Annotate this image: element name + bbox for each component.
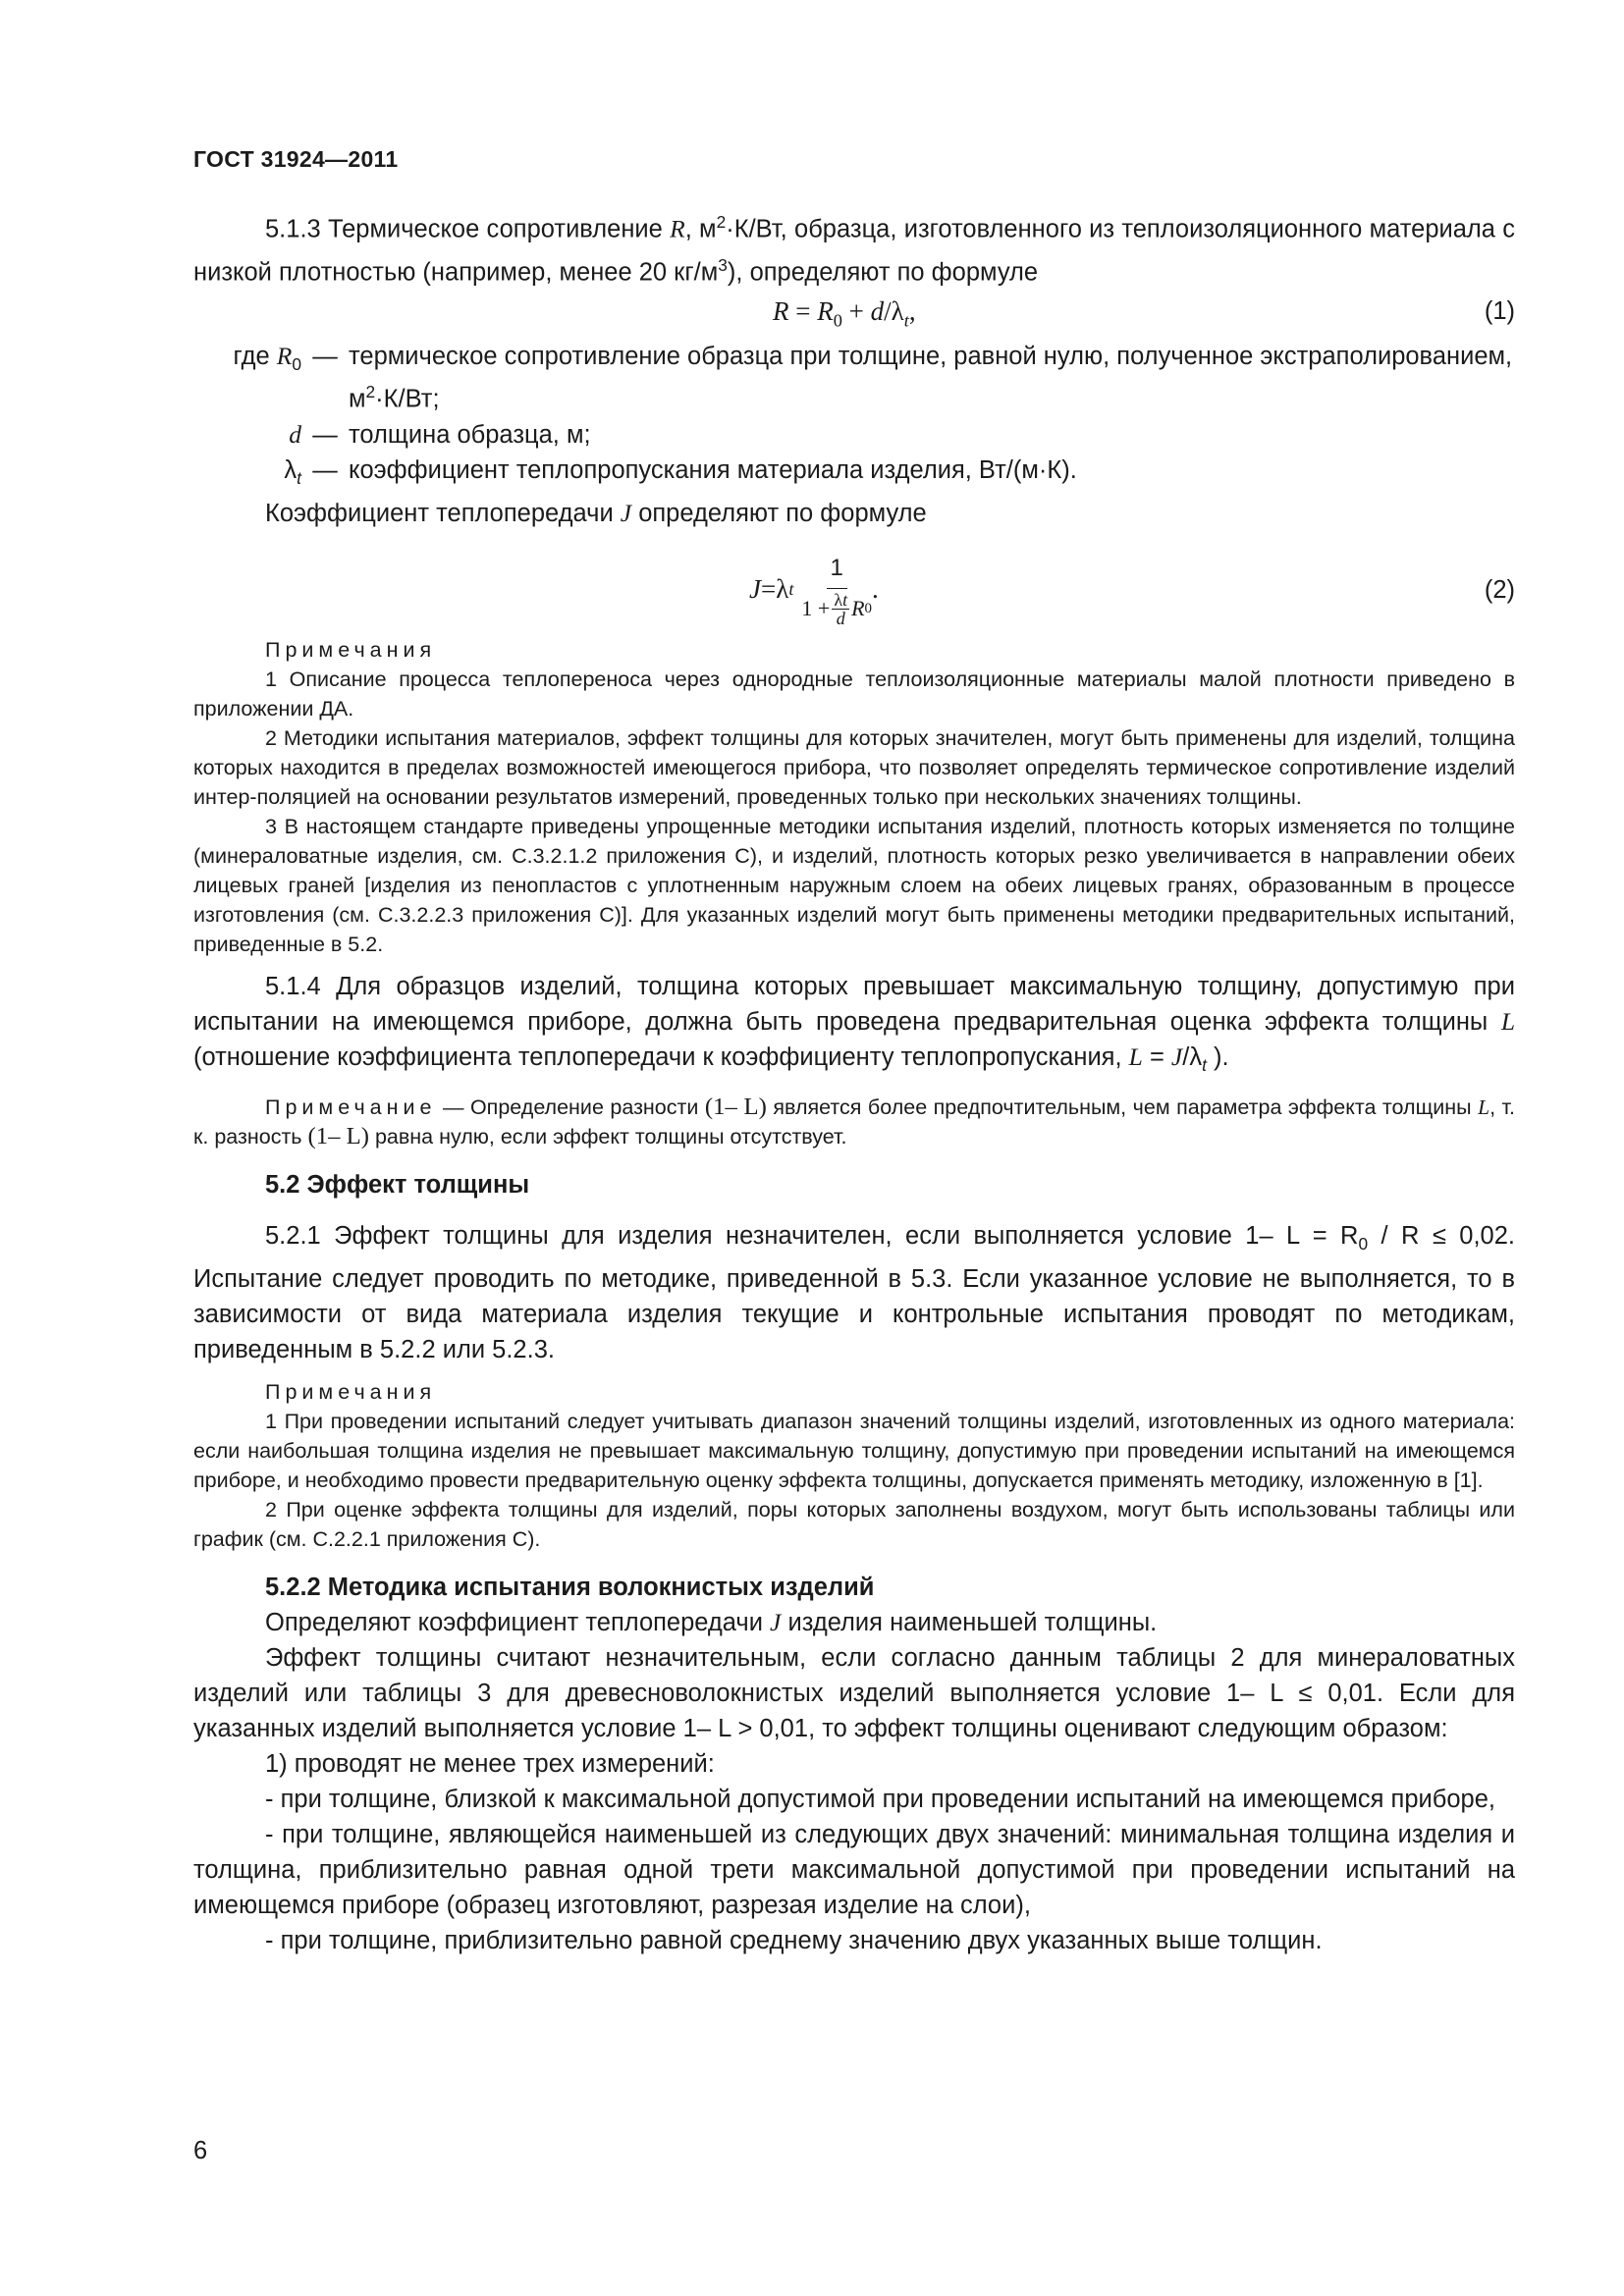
document-body (193, 204, 1515, 1958)
note-5-1-4: Примечание — Определение разности (1– L) является более предпочтительным, чем параметра эффекта толщины L, т. к. разность (1– L) равна нулю, если эффект толщины отсутствует. (193, 1093, 1515, 1149)
paragraph-5-1-4: 5.1.4 Для образцов изделий, толщина которых превышает максимальную толщину, допустимую при испытании на имеющемся приборе, должна быть проведена предварительная оценка эффекта толщины L (отношение коэффициента теплопередачи к коэффициенту теплопропускания, $L = J/\lambda_t$ ). (193, 972, 1515, 1075)
note-1: 1 Описание процесса теплопереноса через однородные теплоизоляционные материалы малой плотности приведено в приложении ДА. (193, 667, 1515, 721)
paragraph-5-2-2-2: Эффект толщины считают незначительным, если согласно данным таблицы 2 для минераловатных изделий или таблицы 3 для древесноволокнистых изделий выполняется условие 1– L ≤ 0,01. Если для указанных изделий выполняется условие 1– L > 0,01, то эффект толщины оценивают следующим образом: (193, 1643, 1515, 1742)
notes-block-2 (193, 1377, 1515, 1554)
note-2: 2 Методики испытания материалов, эффект толщины для которых значителен, могут быть применены для изделий, толщина которых находится в пределах возможностей имеющегося прибора, что позволяет определять термическое сопротивление изделий интер-поляцией на основании результатов измерений, проведенных только при нескольких значениях толщины. (193, 725, 1515, 809)
list-item-3: - при толщине, являющейся наименьшей из следующих двух значений: минимальная толщина изделия и толщина, приблизительно равная одной трети максимальной допустимой при проведении испытаний на имеющемся приборе (образец изготовляют, разрезая изделие на слои), (193, 1820, 1515, 1919)
formula-2-fraction: 1 1 + $\frac{\lambda t}{d}$ R 0 (801, 551, 872, 627)
page-number: 6 (193, 2137, 208, 2164)
notes-block-1 (193, 635, 1515, 959)
section-heading-5-2: 5.2 Эффект толщины (265, 1170, 530, 1199)
note-2-2: 2 При оценке эффекта толщины для изделий, поры которых заполнены воздухом, могут быть использованы таблицы или график (см. С.2.2.1 приложения С). (193, 1497, 1515, 1551)
formula-1 (193, 290, 1515, 335)
notes-title: Примечания (265, 637, 437, 662)
definition-lambda: $\lambda_t$ — коэффициент теплопропускания материала изделия, Вт/(м·К). (284, 455, 1077, 488)
formula-1-expression: $R = R_0 + d/\lambda_t$, (773, 296, 916, 331)
formula-2 (193, 537, 1515, 635)
notes-title-2: Примечания (265, 1379, 437, 1404)
note-2-1: 1 При проведении испытаний следует учитывать диапазон значений толщины изделий, изготовленных из одного материала: если наибольшая толщина изделия не превышает максимальную толщину, допустимую при проведении испытаний на имеющемся приборе, и необходимо провести предварительную оценку эффекта толщины, допускается применять методику, изложенную в [1]. (193, 1409, 1515, 1492)
paragraph-j-intro: Коэффициент теплопередачи J определяют по формуле (265, 498, 927, 527)
definitions-list (193, 339, 1515, 496)
definition-r0: где $R_0$ — термическое сопротивление образца при толщине, равной нулю, полученное экстраполированием, $м^2\cdot К/Вт$; (233, 342, 1513, 413)
formula-1-number: (1) (1484, 297, 1515, 326)
formula-2-number: (2) (1484, 575, 1515, 604)
paragraph-5-2-1: 5.2.1 Эффект толщины для изделия незначителен, если выполняется условие 1– $L = R_0 / R \le 0,02$. Испытание следует проводить по методике, приведенной в 5.3. Если указанное условие не выполняется, то в зависимости от вида материала изделия текущие и контрольные испытания проводят по методикам, приведенным в 5.2.2 или 5.2.3. (193, 1221, 1515, 1363)
formula-2-expression: J = λ t 1 1 + $\frac{\lambda t}{d}$ R 0 . (749, 551, 879, 627)
paragraph-5-1-3: 5.1.3 Термическое сопротивление R, $м^2\cdot К/Вт$, образца, изготовленного из теплоизоляционного материала с низкой плотностью (например, менее 20 $кг/м^3$), определяют по формуле (193, 212, 1516, 287)
section-heading-5-2-2: 5.2.2 Методика испытания волокнистых изделий (265, 1573, 875, 1601)
document-header: ГОСТ 31924—2011 (193, 146, 399, 172)
list-item-4: - при толщине, приблизительно равной среднему значению двух указанных выше толщин. (265, 1926, 1323, 1954)
list-item-1: 1) проводят не менее трех измерений: (265, 1749, 715, 1778)
paragraph-5-2-2-1: Определяют коэффициент теплопередачи J изделия наименьшей толщины. (265, 1607, 1158, 1636)
note-3: 3 В настоящем стандарте приведены упрощенные методики испытания изделий, плотность которых изменяется по толщине (минераловатные изделия, см. С.3.2.1.2 приложения С), и изделий, плотность которых резко увеличивается в направлении обеих лицевых граней [изделия из пенопластов с уплотненным наружным слоем на обеих лицевых гранях, образованным в процессе изготовления (см. С.3.2.2.3 приложения С)]. Для указанных изделий могут быть применены методики предварительных испытаний, приведенные в 5.2. (193, 814, 1515, 956)
list-item-2: - при толщине, близкой к максимальной допустимой при проведении испытаний на имеющемся приборе, (265, 1785, 1495, 1813)
definition-d: d — толщина образца, м; (289, 419, 591, 449)
